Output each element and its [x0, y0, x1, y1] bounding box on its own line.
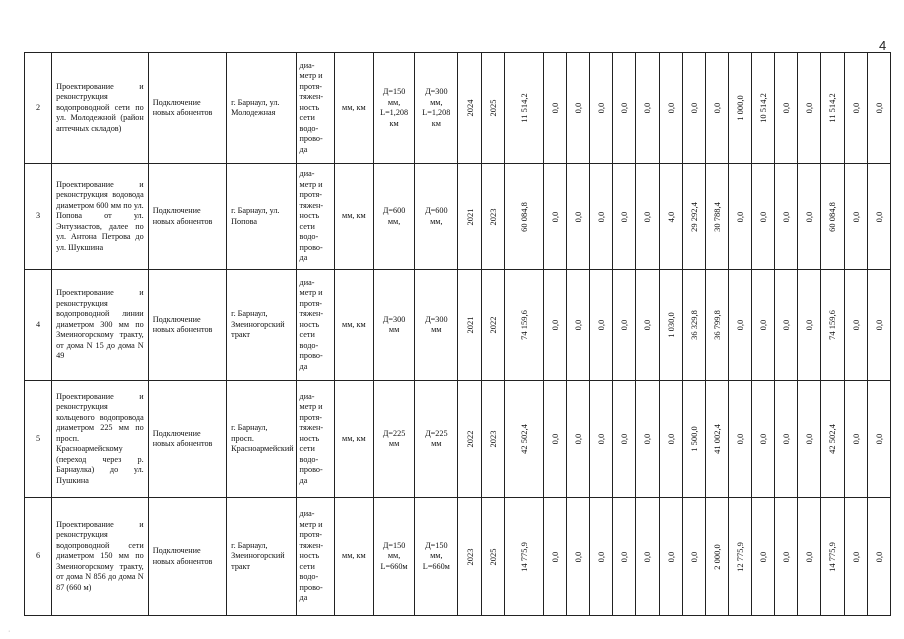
cost-cell-text: 0,0 — [734, 433, 745, 445]
cost-cell-text: 0,0 — [595, 211, 606, 222]
value-before: Д=225 мм — [373, 381, 414, 498]
cost-cell-text: 12 775,9 — [734, 541, 745, 572]
start-year — [458, 498, 481, 616]
cost-cell — [752, 381, 775, 498]
cost-cell — [590, 381, 613, 498]
table-row — [25, 164, 891, 270]
cost-cell — [590, 498, 613, 616]
cost-cell — [728, 498, 751, 616]
table-row — [25, 53, 891, 164]
cost-cell — [659, 270, 682, 381]
cost-cell — [844, 270, 867, 381]
value-after: Д=600 мм, — [415, 164, 458, 270]
cost-cell — [659, 53, 682, 164]
cost-cell-text: 0,0 — [757, 551, 768, 562]
scan-mark: · — [8, 628, 11, 635]
unit: мм, км — [334, 270, 373, 381]
cost-cell — [728, 53, 751, 164]
cost-cell-text: 0,0 — [642, 319, 653, 331]
project-address: г. Барнаул, Змеиногорский тракт — [227, 498, 296, 616]
start-year-text: 2021 — [464, 208, 475, 225]
cost-cell-text: 0,0 — [642, 551, 653, 562]
cost-cell — [659, 381, 682, 498]
cost-cell-text: 0,0 — [873, 211, 884, 222]
parameter-label: диа- метр и протя- тяжен- ность сети водо- прово- да — [296, 498, 334, 616]
cost-cell-text: 0,0 — [619, 102, 630, 114]
start-year — [458, 164, 481, 270]
cost-cell — [636, 270, 659, 381]
cost-cell-text: 0,0 — [619, 433, 630, 445]
project-address: г. Барнаул, Змеиногорский тракт — [227, 270, 296, 381]
cost-cell — [567, 270, 590, 381]
cost-cell — [844, 53, 867, 164]
start-year — [458, 53, 481, 164]
parameter-label: диа- метр и протя- тяжен- ность сети водо- прово- да — [296, 270, 334, 381]
cost-cell-text: 0,0 — [619, 211, 630, 222]
cost-cell-text: 0,0 — [572, 433, 583, 445]
cost-cell — [682, 270, 705, 381]
cost-cell-text: 10 514,2 — [757, 93, 768, 123]
cost-cell-text: 0,0 — [804, 433, 815, 445]
page-number: 4 — [879, 38, 887, 53]
cost-cell — [705, 164, 728, 270]
value-before: Д=300 мм — [373, 270, 414, 381]
total-cost — [504, 164, 543, 270]
total-cost-text: 74 159,6 — [518, 310, 529, 340]
cost-cell-text: 0,0 — [619, 319, 630, 331]
project-address: г. Барнаул, ул. Молодежная — [227, 53, 296, 164]
row-number: 2 — [25, 53, 52, 164]
unit: мм, км — [334, 381, 373, 498]
cost-cell-text: 0,0 — [780, 551, 791, 562]
end-year — [481, 381, 504, 498]
cost-cell-text: 0,0 — [850, 433, 861, 445]
end-year-text: 2025 — [487, 99, 498, 117]
cost-cell — [543, 164, 566, 270]
cost-cell-text: 74 159,6 — [827, 310, 838, 340]
row-number: 6 — [25, 498, 52, 616]
cost-cell-text: 0,0 — [850, 211, 861, 222]
cost-cell — [705, 498, 728, 616]
cost-cell-text: 0,0 — [595, 433, 606, 445]
cost-cell — [567, 164, 590, 270]
cost-cell — [752, 164, 775, 270]
cost-cell-text: 0,0 — [642, 433, 653, 445]
cost-cell-text: 1 000,0 — [734, 95, 745, 121]
cost-cell — [844, 381, 867, 498]
total-cost-text: 60 084,8 — [518, 201, 529, 232]
cost-cell-text: 14 775,9 — [827, 541, 838, 572]
cost-cell-text: 60 084,8 — [827, 201, 838, 232]
value-after: Д=300 мм, L=1,208 км — [415, 53, 458, 164]
total-cost — [504, 381, 543, 498]
cost-cell — [728, 381, 751, 498]
cost-cell — [613, 164, 636, 270]
cost-cell — [775, 498, 798, 616]
cost-cell-text: 0,0 — [642, 102, 653, 114]
cost-cell-text: 0,0 — [850, 319, 861, 331]
table-row — [25, 270, 891, 381]
cost-cell — [543, 381, 566, 498]
project-name: Проектирование и реконструкция кольцевого водопровода диаметром 225 мм по просп. Красноармейскому (переход через р. Барнаулка) до ул. Пушкина — [52, 381, 149, 498]
parameter-label: диа- метр и протя- тяжен- ность сети водо- прово- да — [296, 164, 334, 270]
cost-cell-text: 36 329,8 — [688, 310, 699, 340]
cost-cell — [821, 53, 844, 164]
cost-cell-text: 0,0 — [711, 102, 722, 114]
parameter-label: диа- метр и протя- тяжен- ность сети водо- прово- да — [296, 53, 334, 164]
cost-cell — [590, 164, 613, 270]
total-cost — [504, 53, 543, 164]
cost-cell-text: 0,0 — [804, 211, 815, 222]
value-before: Д=150 мм, L=1,208 км — [373, 53, 414, 164]
cost-cell-text: 0,0 — [595, 551, 606, 562]
cost-cell — [798, 498, 821, 616]
cost-cell — [867, 498, 890, 616]
cost-cell-text: 0,0 — [572, 551, 583, 562]
cost-cell — [752, 270, 775, 381]
cost-cell — [705, 53, 728, 164]
row-number: 5 — [25, 381, 52, 498]
unit: мм, км — [334, 498, 373, 616]
start-year-text: 2024 — [464, 99, 475, 117]
project-goal: Подключение новых абонентов — [148, 381, 226, 498]
value-before: Д=150 мм, L=660м — [373, 498, 414, 616]
cost-cell-text: 0,0 — [642, 211, 653, 222]
cost-cell — [728, 270, 751, 381]
cost-cell-text: 0,0 — [757, 319, 768, 331]
cost-cell-text: 41 002,4 — [711, 424, 722, 454]
cost-cell-text: 0,0 — [665, 433, 676, 445]
project-name: Проектирование и реконструкция водовода диаметром 600 мм по ул. Попова от ул. Энтузиастов, далее по ул. Антона Петрова до ул. Шукшина — [52, 164, 149, 270]
cost-cell — [821, 498, 844, 616]
end-year — [481, 164, 504, 270]
cost-cell-text: 11 514,2 — [827, 93, 838, 123]
table-row — [25, 381, 891, 498]
cost-cell — [636, 381, 659, 498]
investment-program-table — [24, 52, 891, 616]
cost-cell — [821, 381, 844, 498]
cost-cell — [636, 53, 659, 164]
cost-cell-text: 0,0 — [549, 211, 560, 222]
cost-cell-text: 0,0 — [665, 102, 676, 114]
cost-cell — [590, 53, 613, 164]
cost-cell — [613, 53, 636, 164]
cost-cell — [752, 53, 775, 164]
unit: мм, км — [334, 53, 373, 164]
start-year-text: 2023 — [464, 548, 475, 565]
cost-cell-text: 0,0 — [780, 433, 791, 445]
cost-cell — [636, 498, 659, 616]
cost-cell-text: 0,0 — [804, 102, 815, 114]
cost-cell — [567, 498, 590, 616]
start-year-text: 2022 — [464, 430, 475, 448]
parameter-label: диа- метр и протя- тяжен- ность сети водо- прово- да — [296, 381, 334, 498]
cost-cell — [613, 381, 636, 498]
cost-cell — [613, 270, 636, 381]
value-before: Д=600 мм, — [373, 164, 414, 270]
end-year — [481, 53, 504, 164]
row-number: 3 — [25, 164, 52, 270]
cost-cell — [659, 164, 682, 270]
total-cost — [504, 498, 543, 616]
cost-cell — [543, 270, 566, 381]
cost-cell — [798, 53, 821, 164]
cost-cell-text: 0,0 — [549, 551, 560, 562]
project-goal: Подключение новых абонентов — [148, 53, 226, 164]
cost-cell-text: 0,0 — [734, 319, 745, 331]
cost-cell-text: 0,0 — [572, 319, 583, 331]
cost-cell-text: 0,0 — [804, 319, 815, 331]
unit: мм, км — [334, 164, 373, 270]
cost-cell — [705, 381, 728, 498]
cost-cell-text: 0,0 — [804, 551, 815, 562]
start-year — [458, 381, 481, 498]
project-name: Проектирование и реконструкция водопроводной сети диаметром 150 мм по Змеиногорскому тракту, от дома N 856 до дома N 87 (660 м) — [52, 498, 149, 616]
cost-cell-text: 0,0 — [780, 319, 791, 331]
cost-cell — [752, 498, 775, 616]
cost-cell — [590, 270, 613, 381]
end-year — [481, 270, 504, 381]
end-year — [481, 498, 504, 616]
cost-cell-text: 0,0 — [850, 102, 861, 114]
cost-cell-text: 0,0 — [572, 102, 583, 114]
project-goal: Подключение новых абонентов — [148, 498, 226, 616]
end-year-text: 2023 — [487, 208, 498, 225]
cost-cell-text: 0,0 — [595, 102, 606, 114]
cost-cell-text: 42 502,4 — [827, 424, 838, 454]
start-year-text: 2021 — [464, 316, 475, 334]
cost-cell-text: 0,0 — [665, 551, 676, 562]
cost-cell — [775, 270, 798, 381]
cost-cell-text: 0,0 — [757, 211, 768, 222]
project-goal: Подключение новых абонентов — [148, 270, 226, 381]
total-cost — [504, 270, 543, 381]
cost-cell — [798, 270, 821, 381]
cost-cell — [821, 164, 844, 270]
cost-cell-text: 0,0 — [549, 319, 560, 331]
end-year-text: 2023 — [487, 430, 498, 448]
project-address: г. Барнаул, ул. Попова — [227, 164, 296, 270]
project-address: г. Барнаул, просп. Красноармейский — [227, 381, 296, 498]
project-name: Проектирование и реконструкция водопроводной сети по ул. Молодежной (район аптечных складов) — [52, 53, 149, 164]
cost-cell-text: 1 500,0 — [688, 426, 699, 452]
cost-cell — [775, 381, 798, 498]
cost-cell-text: 0,0 — [688, 551, 699, 562]
end-year-text: 2025 — [487, 548, 498, 565]
cost-cell — [682, 164, 705, 270]
project-goal: Подключение новых абонентов — [148, 164, 226, 270]
cost-cell-text: 0,0 — [873, 433, 884, 445]
cost-cell-text: 2 000,0 — [711, 543, 722, 570]
cost-cell — [636, 164, 659, 270]
cost-cell — [775, 53, 798, 164]
cost-cell — [567, 53, 590, 164]
row-number: 4 — [25, 270, 52, 381]
cost-cell-text: 0,0 — [780, 211, 791, 222]
cost-cell — [798, 164, 821, 270]
total-cost-text: 42 502,4 — [518, 424, 529, 454]
cost-cell-text: 0,0 — [873, 551, 884, 562]
cost-cell — [682, 381, 705, 498]
cost-cell-text: 0,0 — [780, 102, 791, 114]
total-cost-text: 14 775,9 — [518, 541, 529, 572]
cost-cell — [543, 53, 566, 164]
cost-cell — [682, 53, 705, 164]
value-after: Д=150 мм, L=660м — [415, 498, 458, 616]
cost-cell — [867, 53, 890, 164]
cost-cell — [543, 498, 566, 616]
project-name: Проектирование и реконструкция водопроводной линии диаметром 300 мм по Змеиногорскому тракту, от дома N 15 до дома N 49 — [52, 270, 149, 381]
cost-cell-text: 30 788,4 — [711, 201, 722, 232]
cost-cell-text: 0,0 — [873, 319, 884, 331]
cost-cell — [867, 164, 890, 270]
cost-cell — [682, 498, 705, 616]
cost-cell-text: 1 030,0 — [665, 312, 676, 338]
cost-cell-text: 0,0 — [572, 211, 583, 222]
cost-cell-text: 0,0 — [688, 102, 699, 114]
cost-cell — [798, 381, 821, 498]
cost-cell-text: 0,0 — [549, 433, 560, 445]
cost-cell — [659, 498, 682, 616]
cost-cell-text: 0,0 — [595, 319, 606, 331]
cost-cell — [844, 498, 867, 616]
total-cost-text: 11 514,2 — [518, 93, 529, 123]
cost-cell-text: 0,0 — [757, 433, 768, 445]
cost-cell-text: 0,0 — [873, 102, 884, 114]
cost-cell — [775, 164, 798, 270]
table-row — [25, 498, 891, 616]
cost-cell — [728, 164, 751, 270]
cost-cell — [705, 270, 728, 381]
cost-cell-text: 0,0 — [619, 551, 630, 562]
value-after: Д=225 мм — [415, 381, 458, 498]
cost-cell-text: 36 799,8 — [711, 310, 722, 340]
cost-cell-text: 0,0 — [549, 102, 560, 114]
cost-cell — [567, 381, 590, 498]
cost-cell-text: 4,0 — [665, 211, 676, 222]
value-after: Д=300 мм — [415, 270, 458, 381]
cost-cell — [613, 498, 636, 616]
cost-cell-text: 29 292,4 — [688, 201, 699, 232]
start-year — [458, 270, 481, 381]
cost-cell-text: 0,0 — [850, 551, 861, 562]
cost-cell — [844, 164, 867, 270]
cost-cell — [867, 270, 890, 381]
cost-cell — [867, 381, 890, 498]
cost-cell-text: 0,0 — [734, 211, 745, 222]
end-year-text: 2022 — [487, 316, 498, 334]
cost-cell — [821, 270, 844, 381]
